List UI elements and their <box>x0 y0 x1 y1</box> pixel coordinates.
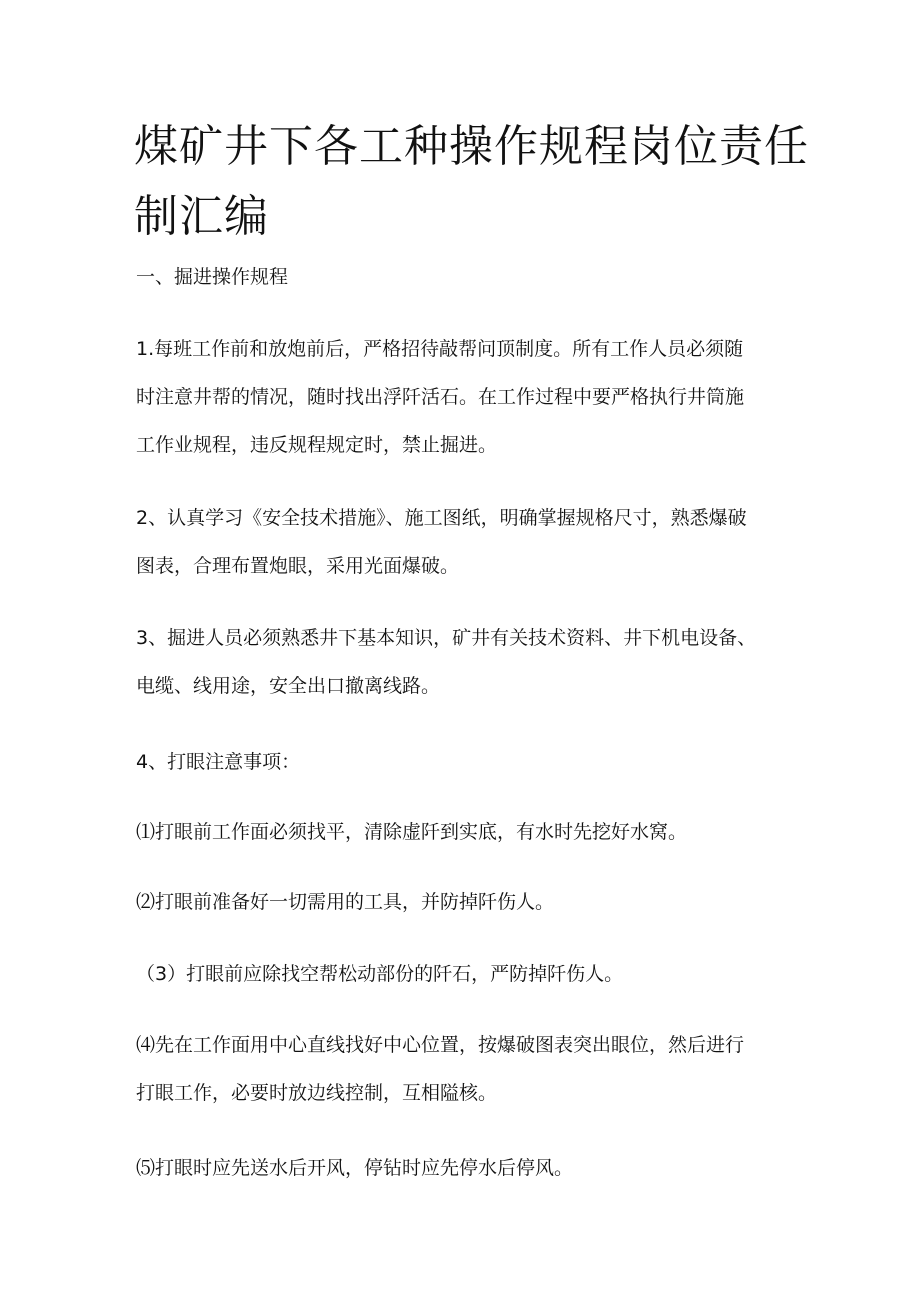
paragraph-line: （3）打眼前应除找空帮松动部份的阡石，严防掉阡伤人。 <box>136 963 624 985</box>
paragraph-3 <box>136 614 806 710</box>
paragraph-line: ⑵打眼前准备好一切需用的工具，并防掉阡伤人。 <box>136 891 555 913</box>
paragraph-1 <box>136 325 806 469</box>
paragraph-line: ⑷先在工作面用中心直线找好中心位置，按爆破图表突出眼位，然后进行 <box>136 1034 745 1056</box>
paragraph-line: 3、掘进人员必须熟悉井下基本知识，矿井有关技术资料、井下机电设备、 <box>136 627 757 649</box>
title-line: 煤矿井下各工种操作规程岗位责任 <box>134 121 809 172</box>
paragraph-7 <box>136 950 806 998</box>
paragraph-line: 工作业规程，违反规程规定时，禁止掘进。 <box>136 434 498 456</box>
paragraph-6 <box>136 878 806 926</box>
section-heading: 一、掘进操作规程 <box>136 266 289 288</box>
paragraph-4 <box>136 738 806 786</box>
document-title <box>134 112 814 252</box>
paragraph-line: 4、打眼注意事项： <box>136 751 301 773</box>
paragraph-line: 时注意井帮的情况，随时找出浮阡活石。在工作过程中要严格执行井筒施 <box>136 386 745 408</box>
paragraph-2 <box>136 494 806 590</box>
paragraph-8 <box>136 1021 806 1117</box>
paragraph-line: 电缆、线用途，安全出口撤离线路。 <box>136 675 441 697</box>
paragraph-line: 2、认真学习《安全技术措施》、施工图纸，明确掌握规格尺寸，熟悉爆破 <box>136 507 747 529</box>
paragraph-9 <box>136 1144 806 1192</box>
paragraph-5 <box>136 808 806 856</box>
title-line: 制汇编 <box>134 191 269 242</box>
paragraph-line: 1.每班工作前和放炮前后，严格招待敲帮问顶制度。所有工作人员必须随 <box>136 338 744 360</box>
paragraph-line: 图表，合理布置炮眼，采用光面爆破。 <box>136 555 460 577</box>
paragraph-line: ⑸打眼时应先送水后开风，停钻时应先停水后停风。 <box>136 1157 574 1179</box>
paragraph-line: ⑴打眼前工作面必须找平，清除虚阡到实底，有水时先挖好水窝。 <box>136 821 688 843</box>
paragraph-line: 打眼工作，必要时放边线控制，互相隘核。 <box>136 1082 498 1104</box>
